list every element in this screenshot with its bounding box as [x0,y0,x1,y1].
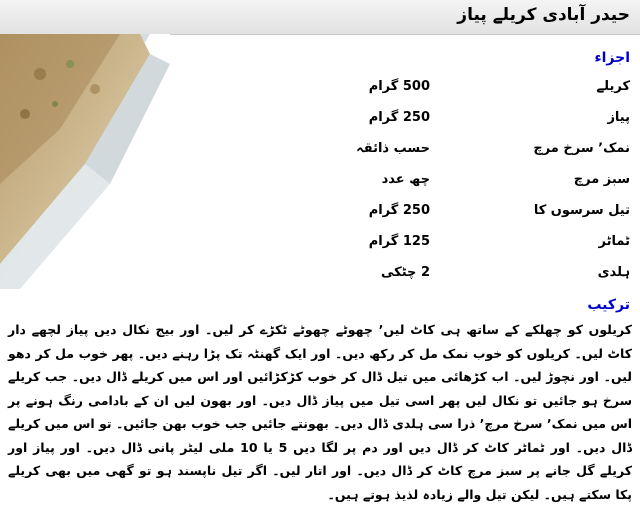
dish-photo-graphic [0,34,170,289]
ingredient-quantity: 500 گرام [368,79,430,94]
ingredient-name: تیل سرسوں کا [533,203,630,218]
recipe-title: حیدر آبادی کریلے پیاز [457,5,630,25]
ingredient-quantity: چھ عدد [381,172,430,187]
ingredient-row [180,229,630,260]
ingredient-name: سبز مرچ [573,172,630,187]
method-text: کریلوں کو چھلکے کے ساتھ ہی کاٹ لیں٬ چھوٹے چھوٹے ٹکڑے کر لیں۔ اور بیج نکال دیں پیاز لچھے دار کاٹ لیں۔ کریلوں کو خوب نمک مل کر رکھ دیں۔ اور ایک گھنٹہ تک پڑا رہنے دیں۔ پھر خوب مل کر دھو لیں۔ اور نچوڑ لیں۔ اب کڑھائی میں تیل ڈال کر خوب کڑکڑائیں اور اس میں کریلے ڈال دیں۔ جب کریلے سرخ ہو جائیں تو نکال لیں پھر اسی تیل میں پیاز ڈال دیں۔ اور بھون لیں ان کے بادامی رنگ ہونے پر اس میں نمک٬ سرخ مرچ٬ ذرا سی ہلدی ڈال دیں۔ بھونتے جائیں جب خوب بھن جائیں۔ تو اس میں کریلے ڈال دیں۔ اور ٹماٹر کاٹ کر ڈال دیں اور دم پر لگا دیں 5 یا 10 ملی لیٹر پانی ڈال دیں۔ اور پیاز اور کریلے گل جانے پر سبز مرچ کاٹ کر ڈال دیں۔ اور اتار لیں۔ اگر تیل ناپسند ہو تو گھی میں بھی کریلے پکا سکتے ہیں۔ لیکن تیل والے زیادہ لذیذ ہوتے ہیں۔ [8,322,632,502]
ingredient-row [180,167,630,198]
ingredient-quantity: 125 گرام [368,234,430,249]
ingredient-name: نمک٬ سرخ مرچ [533,141,630,156]
ingredient-quantity: 250 گرام [368,203,430,218]
ingredient-row [180,105,630,136]
method-heading: ترکیب [587,297,630,313]
ingredient-quantity: 2 چٹکی [381,265,430,280]
title-bar [0,0,640,35]
ingredients-heading: اجزاء [594,50,630,66]
ingredient-row [180,198,630,229]
ingredient-quantity: حسب ذائقہ [356,141,430,156]
ingredient-row [180,136,630,167]
ingredient-name: پیاز [607,110,630,125]
ingredient-row [180,260,630,291]
ingredient-name: کریلے [596,79,630,94]
ingredient-name: ہلدی [597,265,630,280]
ingredient-quantity: 250 گرام [368,110,430,125]
ingredient-name: ٹماٹر [598,234,630,249]
ingredient-row [180,74,630,105]
ingredients-list [180,74,630,291]
dish-photo [0,34,170,289]
